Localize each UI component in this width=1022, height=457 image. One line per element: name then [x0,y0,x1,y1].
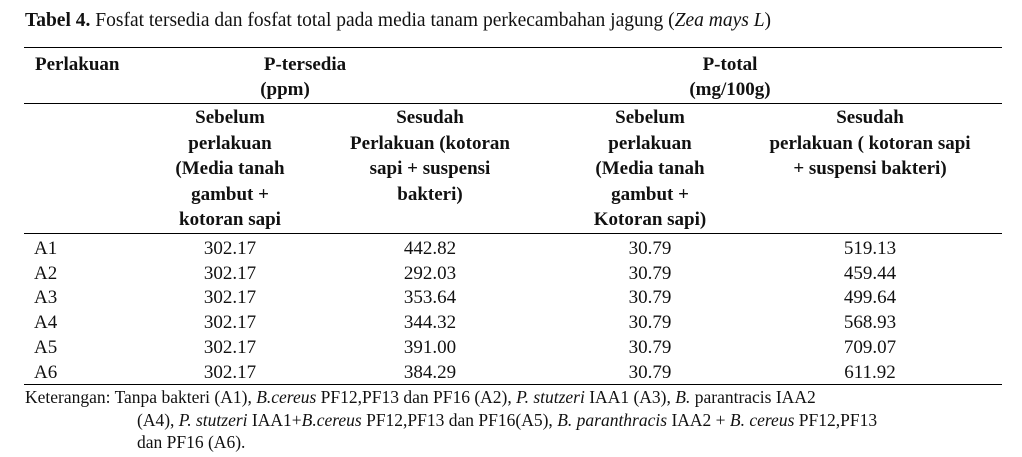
note-species: B. [675,387,691,407]
row-value: 302.17 [203,361,257,383]
note-text: IAA1+ [247,410,302,430]
subheader-col2-line: Sesudah [396,107,464,128]
row-label: A6 [34,361,58,383]
row-value: 611.92 [844,361,896,383]
row-value: 344.32 [403,312,457,334]
note-line-2 [137,409,877,431]
row-value: 568.93 [843,312,897,334]
row-value: 384.29 [403,361,457,383]
row-value: 302.17 [203,336,257,358]
row-value: 30.79 [628,361,672,383]
subheader-col3-line: Kotoran sapi) [593,209,707,230]
row-value: 353.64 [403,287,457,309]
table-top-rule [24,47,1002,48]
header-p-total: P-total [702,54,758,75]
subheader-col3-line: gambut + [611,183,689,205]
row-value: 30.79 [628,287,672,309]
subheader-col4-line: + suspensi bakteri) [793,158,947,179]
row-value: 30.79 [628,238,672,259]
subheader-col1-line: (Media tanah [175,158,285,179]
header-perlakuan: Perlakuan [35,54,120,75]
note-species: P. stutzeri [178,410,248,430]
table-bottom-rule [24,384,1002,385]
caption-text: Fosfat tersedia dan fosfat total pada media tanam perkecambahan jagung ( [95,10,675,31]
note-species: B.cereus [301,410,362,430]
subheader-col2 [320,105,540,207]
row-value: 302.17 [203,238,257,259]
row-value: 302.17 [203,287,257,309]
subheader-col3-line: (Media tanah [595,158,705,179]
note-line-1 [25,386,816,408]
header-p-total-unit: (mg/100g) [689,79,771,100]
subheader-col3 [560,105,740,233]
row-value: 30.79 [628,312,672,334]
note-text: (A4), [137,410,179,430]
row-value: 30.79 [628,336,672,358]
subheader-col3-line: Sebelum [615,107,685,128]
note-text: IAA2 + [667,410,730,430]
note-text: Keterangan: Tanpa bakteri (A1), [25,387,257,407]
table-caption [25,10,771,32]
row-value: 30.79 [628,262,672,284]
subheader-col4-line: Sesudah [836,107,904,128]
subheader-col3-line: perlakuan [608,132,692,154]
row-label: A3 [34,287,58,309]
note-text: PF12,PF13 [794,410,878,430]
subheader-col4-line: perlakuan ( kotoran sapi [769,132,971,154]
row-value: 302.17 [203,262,257,284]
subheader-col2-line: sapi + suspensi [369,158,491,179]
caption-species: Zea mays L [674,10,765,31]
note-species: B.cereus [256,387,317,407]
subheader-col1-line: Sebelum [195,107,265,128]
row-label: A4 [34,312,58,334]
header-p-tersedia-unit: (ppm) [260,79,310,100]
row-value: 519.13 [843,238,897,259]
caption-label: Tabel 4. [25,10,91,31]
header-p-tersedia: P-tersedia [263,54,347,75]
subheader-col1-line: kotoran sapi [179,209,281,230]
note-species: B. paranthracis [557,410,668,430]
subheader-col1 [145,105,315,233]
row-value: 292.03 [403,262,457,284]
subheader-col1-line: perlakuan [188,132,272,154]
caption-close: ) [764,10,772,31]
note-text: parantracis IAA2 [690,387,816,407]
subheader-col1-line: gambut + [191,183,269,205]
row-label: A5 [34,336,58,358]
header-bottom-rule [24,233,1002,234]
subheader-col4 [740,105,1000,182]
subheader-col2-line: Perlakuan (kotoran [350,132,510,154]
row-label: A1 [34,238,58,259]
row-label: A2 [34,262,58,284]
row-value: 391.00 [403,336,457,358]
row-value: 499.64 [843,287,897,309]
header-group-rule [24,103,1002,104]
note-text: IAA1 (A3), [584,387,676,407]
note-text: PF12,PF13 dan PF16 (A2), [316,387,517,407]
note-line-3 [137,431,245,453]
row-value: 459.44 [843,262,897,284]
row-value: 302.17 [203,312,257,334]
note-text: dan PF16 (A6). [137,432,246,452]
row-value: 442.82 [403,238,457,259]
note-text: PF12,PF13 dan PF16(A5), [361,410,558,430]
note-species: B. cereus [729,410,795,430]
subheader-col2-line: bakteri) [397,183,463,205]
row-value: 709.07 [843,336,897,358]
note-species: P. stutzeri [516,387,585,407]
